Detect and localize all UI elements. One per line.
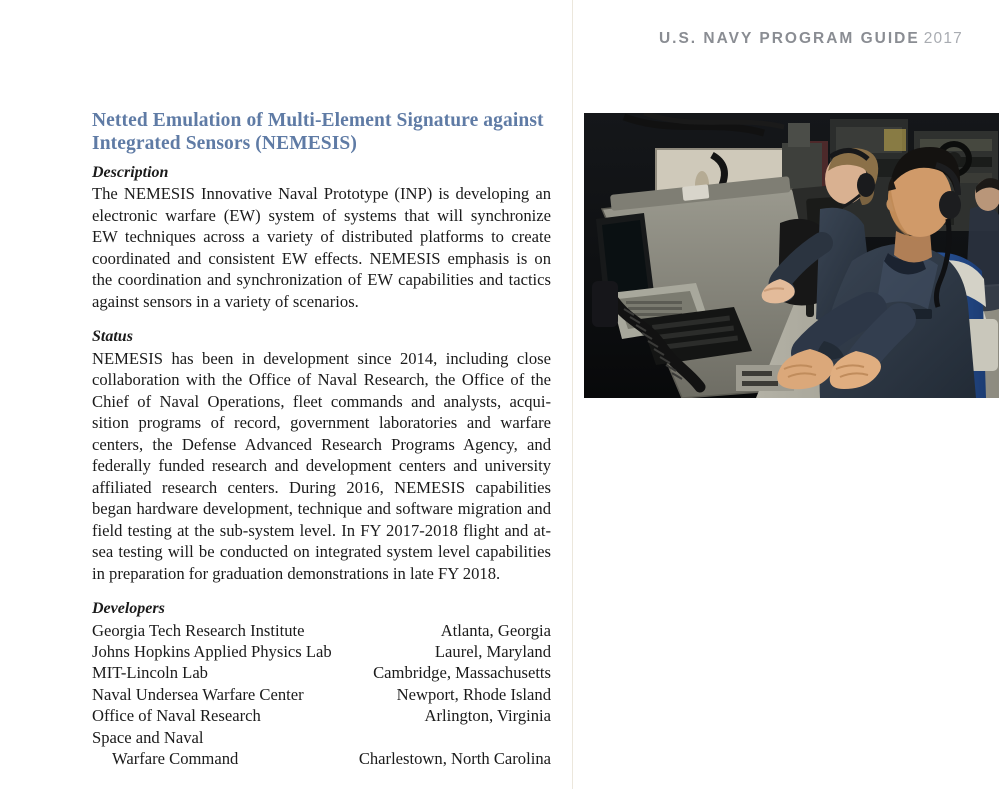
table-row: [92, 705, 551, 726]
developer-location: Laurel, Maryland: [434, 642, 551, 662]
developer-name: Georgia Tech Research Institute: [92, 620, 305, 640]
table-row: [92, 662, 551, 683]
article-photo: [584, 113, 999, 398]
developer-location: Arlington, Virginia: [424, 706, 551, 726]
section-heading-developers: Developers: [92, 600, 165, 618]
developer-location: Cambridge, Massachusetts: [373, 663, 551, 683]
developer-name: Office of Naval Research: [92, 706, 261, 726]
table-row: [92, 620, 551, 641]
page-title: Netted Emulation of Multi-Element Signature against Integrated Sensors (NEMESIS): [92, 110, 544, 154]
developer-location: Charlestown, North Carolina: [358, 748, 551, 768]
section-body-description: The NEMESIS Innovative Naval Prototype (INP) is developing an electronic warfare (EW) system of systems that will synchronize EW techniques across a variety of distributed platforms to create coordinated and consistent EW effects. NEMESIS emphasis is on the coordination and synchronization of EW capabilities and tactics against sensors in a variety of scenarios.: [92, 184, 551, 311]
developer-name: Naval Undersea Warfare Center: [92, 684, 304, 704]
column-divider-rule: [572, 0, 573, 789]
developer-name: MIT-Lincoln Lab: [92, 663, 208, 683]
spacer-status-developers: [92, 584, 551, 598]
developer-name: Space and Naval: [92, 727, 204, 747]
developers-table-body: [92, 620, 551, 770]
developer-name: Warfare Command: [112, 748, 239, 768]
article-text-column: [92, 110, 551, 769]
developer-location: Newport, Rhode Island: [396, 684, 551, 704]
table-row: [92, 727, 551, 748]
developer-location: Atlanta, Georgia: [440, 620, 551, 640]
running-header-year: 2017: [923, 30, 963, 47]
developer-name: Johns Hopkins Applied Physics Lab: [92, 642, 332, 662]
section-heading-description: Description: [92, 163, 169, 181]
spacer-description-status: [92, 312, 551, 326]
photo-illustration: [584, 113, 999, 398]
table-row: [92, 641, 551, 662]
table-row: [92, 684, 551, 705]
section-body-status: NEMESIS has been in development since 2014, including close collaboration with the Office of Naval Research, the Office of the Chief of Naval Operations, fleet commands and analysts, acqui-sition programs of record, government laboratories and warfare centers, the Defense Advanced Research Programs Agency, and federally funded research and development centers and university affiliated research centers. During 2016, NEMESIS capabilities began hardware development, technique and software migration and field testing at the sub-system level. In FY 2017-2018 flight and at-sea testing will be conducted on integrated system level capabilities in preparation for graduation demonstrations in late FY 2018.: [92, 348, 551, 583]
running-header-title: U.S. NAVY PROGRAM GUIDE: [658, 30, 920, 47]
developer-location: [347, 727, 551, 748]
running-header: [0, 30, 963, 48]
table-row: [92, 748, 551, 769]
section-heading-status: Status: [92, 328, 133, 346]
developers-table: [92, 620, 551, 770]
